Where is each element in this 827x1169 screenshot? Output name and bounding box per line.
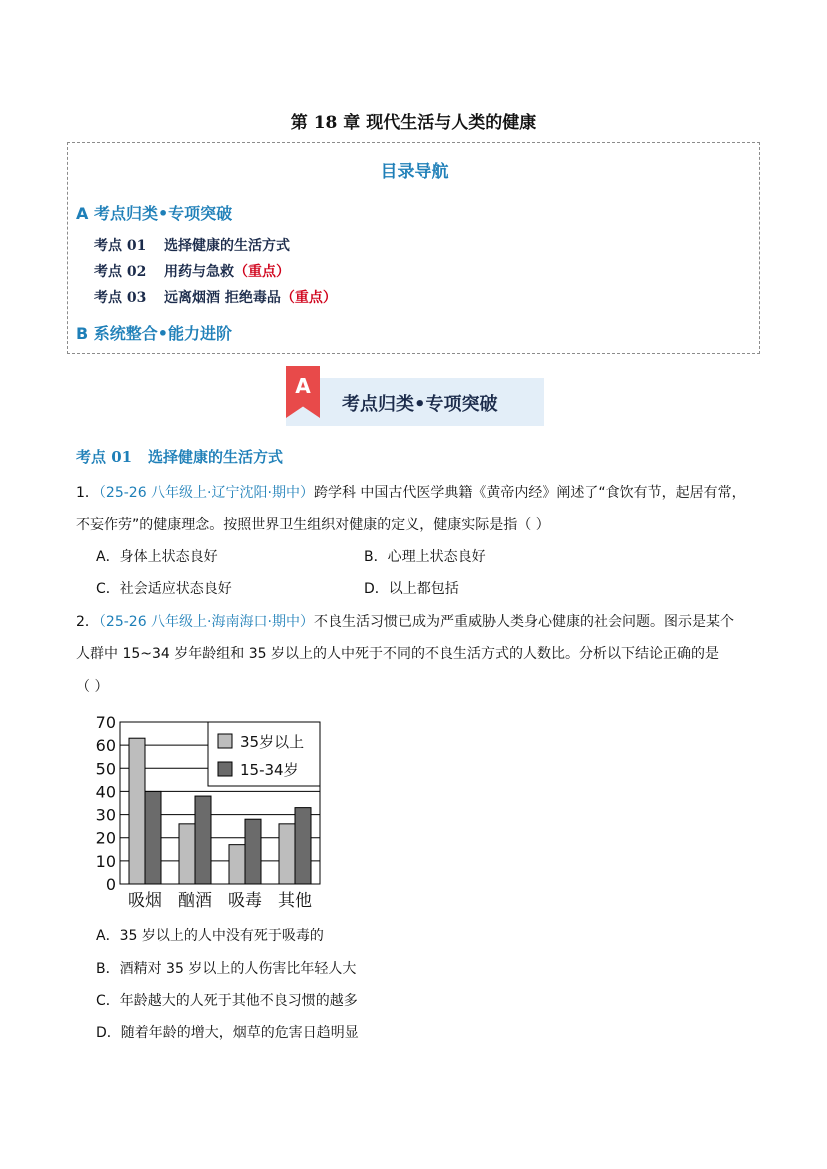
q2-option-c: C．年龄越大的人死于其他不良习惯的越多 [96,993,358,1009]
x-tick-label: 吸烟 [128,891,162,911]
q1-line1 [76,482,746,502]
q1-option-b: B．心理上状态良好 [364,549,486,565]
y-tick-label: 40 [95,782,116,802]
q2-source: （25-26 八年级上·海南海口·期中） [98,614,314,630]
y-tick-label: 50 [95,759,116,779]
toc-item-text: 选择健康的生活方式 [164,238,290,254]
q2-option-b: B．酒精对 35 岁以上的人伤害比年轻人大 [96,961,357,977]
q1-number: 1． [76,485,99,501]
bar-0-2 [229,845,245,884]
banner-text: 考点归类•专项突破 [342,394,498,415]
bar-chart [80,712,340,912]
y-tick-label: 20 [95,828,116,848]
toc-item-code: 考点 03 [94,290,147,306]
y-tick-label: 60 [95,736,116,756]
y-tick-label: 70 [95,713,116,732]
bar-1-3 [295,808,311,884]
x-tick-label: 其他 [278,891,312,911]
x-tick-label: 吸毒 [228,891,262,911]
x-tick-label: 酗酒 [178,891,212,911]
q1-stem-line2: 不妄作劳”的健康理念。按照世界卫生组织对健康的定义，健康实际是指（ ） [76,517,550,533]
legend-label: 35岁以上 [240,733,305,751]
y-tick-label: 0 [105,875,116,894]
bar-1-0 [145,791,161,884]
legend-swatch [218,762,232,776]
legend-swatch [218,734,232,748]
bar-0-1 [179,824,195,884]
section-code: 考点 01 [76,448,133,466]
banner-badge-letter: A [295,374,311,398]
q1-option-c: C．社会适应状态良好 [96,581,232,597]
toc-section-a[interactable]: A 考点归类•专项突破 [76,204,233,223]
q2-option-d: D．随着年龄的增大，烟草的危害日趋明显 [96,1025,359,1041]
toc-item-text: 用药与急救 [164,264,234,280]
toc-item-01[interactable] [94,235,290,255]
toc-item-code: 考点 01 [94,238,147,254]
section-banner [286,374,544,426]
toc-box [67,142,760,354]
q2-option-a: A．35 岁以上的人中没有死于吸毒的 [96,928,324,944]
q2-stem-line1: 不良生活习惯已成为严重威胁人类身心健康的社会问题。图示是某个 [313,614,734,630]
legend-label: 15-34岁 [240,761,299,779]
toc-item-tag: （重点） [280,290,337,306]
q1-source: （25-26 八年级上·辽宁沈阳·期中） [98,485,314,501]
section-title: 选择健康的生活方式 [148,448,284,466]
toc-item-text: 远离烟酒 拒绝毒品 [164,290,281,306]
document-title: 第 18 章 现代生活与人类的健康 [290,113,537,133]
q2-stem-line2: 人群中 15~34 岁年龄组和 35 岁以上的人中死于不同的不良生活方式的人数比。分析以下结论正确的是 [76,646,719,662]
q1-stem-line1: 跨学科 中国古代医学典籍《黄帝内经》阐述了“食饮有节，起居有常， [313,485,746,501]
bar-0-0 [129,738,145,884]
q2-stem-line3: （ ） [76,679,109,695]
toc-section-b[interactable]: B 系统整合•能力进阶 [76,324,232,343]
toc-heading: 目录导航 [380,162,449,182]
q1-option-d: D．以上都包括 [364,581,459,597]
bar-1-2 [245,819,261,884]
q2-number: 2． [76,614,99,630]
bar-1-1 [195,796,211,884]
bar-0-3 [279,824,295,884]
y-tick-label: 30 [95,805,116,825]
toc-item-tag: （重点） [234,264,290,280]
toc-item-02[interactable] [94,261,290,281]
q2-line1 [76,611,734,631]
q1-option-a: A．身体上状态良好 [96,549,218,565]
y-tick-label: 10 [95,851,116,871]
toc-item-03[interactable] [94,287,337,307]
section-heading [76,446,283,467]
toc-item-code: 考点 02 [94,264,147,280]
